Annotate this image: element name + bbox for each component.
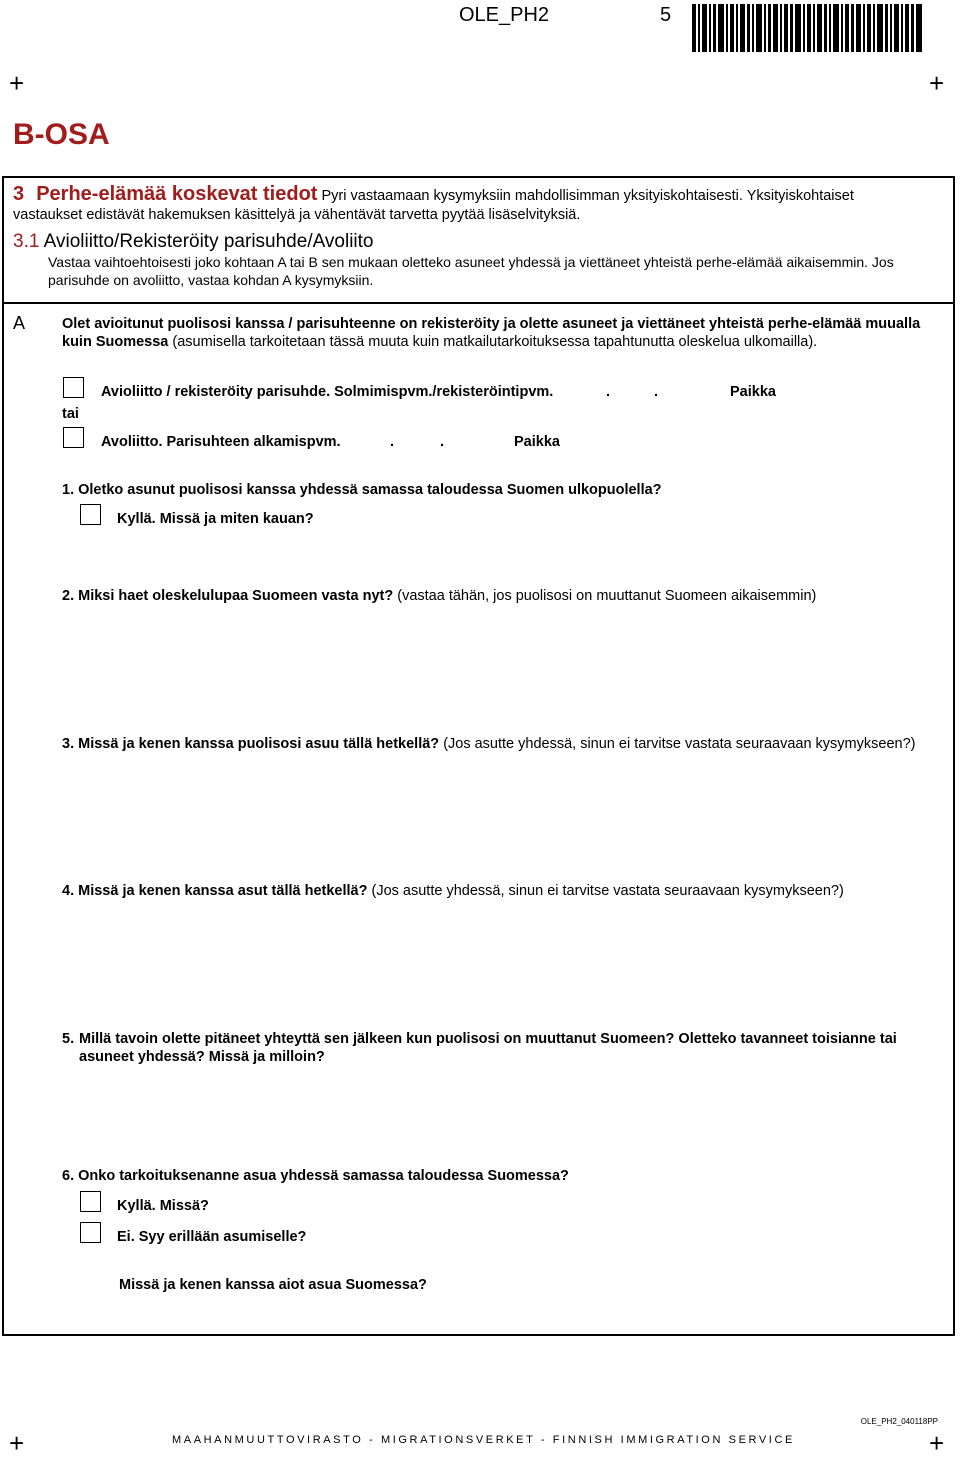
question-5: [62, 1030, 942, 1066]
question-3-note: (Jos asutte yhdessä, sinun ei tarvitse vastata seuraavaan kysymykseen?): [443, 736, 916, 752]
question-2: [62, 587, 942, 605]
section-3-1-heading: [13, 231, 374, 253]
cohabitation-date-separator-1: .: [390, 434, 395, 450]
question-2-note: (vastaa tähän, jos puolisosi on muuttanut Suomeen aikaisemmin): [397, 588, 817, 604]
question-2-text: 2. Miksi haet oleskelulupaa Suomeen vasta nyt?: [62, 588, 394, 604]
barcode: [692, 4, 922, 52]
cohabitation-place-label: Paikka: [514, 434, 560, 450]
crop-mark-top-left: +: [9, 68, 25, 98]
question-4: [62, 882, 942, 900]
marriage-date-separator-1: .: [606, 384, 611, 400]
part-a-question-note: (asumisella tarkoitetaan tässä muuta kuin matkailutarkoituksessa tapahtunutta oleskelua ulkomailla).: [172, 334, 818, 350]
footer-agencies: MAAHANMUUTTOVIRASTO - MIGRATIONSVERKET - FINNISH IMMIGRATION SERVICE: [172, 1434, 795, 1446]
cohabitation-date-separator-2: .: [440, 434, 445, 450]
marriage-checkbox[interactable]: [63, 377, 84, 398]
question-1-yes-checkbox[interactable]: [80, 504, 101, 525]
section-3-title: Perhe-elämää koskevat tiedot: [36, 183, 318, 205]
marriage-label: Avioliitto / rekisteröity parisuhde. Solmimispvm./rekisteröintipvm.: [101, 384, 554, 400]
page-number: 5: [660, 4, 672, 26]
or-label: tai: [62, 406, 79, 422]
section-3-number: 3: [13, 183, 25, 205]
question-5-text: Millä tavoin olette pitäneet yhteyttä sen jälkeen kun puolisosi on muuttanut Suomeen? Oletteko tavanneet toisianne tai asuneet yhdessä? Missä ja milloin?: [79, 1031, 897, 1065]
question-6: 6. Onko tarkoituksenanne asua yhdessä samassa taloudessa Suomessa?: [62, 1168, 569, 1184]
section-3-1-title: Avioliitto/Rekisteröity parisuhde/Avoliito: [43, 231, 374, 252]
section-title: B-OSA: [13, 118, 110, 151]
crop-mark-top-right: +: [929, 68, 945, 98]
question-1-yes-label: Kyllä. Missä ja miten kauan?: [117, 511, 314, 527]
form-code: OLE_PH2: [459, 4, 550, 26]
question-6-followup: Missä ja kenen kanssa aiot asua Suomessa?: [119, 1277, 427, 1293]
divider-line: [2, 302, 955, 304]
marriage-date-separator-2: .: [654, 384, 659, 400]
part-a-question: [62, 315, 947, 351]
cohabitation-label: Avoliitto. Parisuhteen alkamispvm.: [101, 434, 341, 450]
question-5-number: 5.: [62, 1031, 75, 1047]
part-a-letter: A: [13, 313, 26, 333]
question-3: [62, 735, 942, 753]
question-1: 1. Oletko asunut puolisosi kanssa yhdessä samassa taloudessa Suomen ulkopuolella?: [62, 482, 662, 498]
crop-mark-bottom-right: +: [929, 1428, 945, 1458]
section-3-1-instructions: Vastaa vaihtoehtoisesti joko kohtaan A tai B sen mukaan oletteko asuneet yhdessä ja viettäneet yhteistä perhe-elämää aikaisemmin. Jos parisuhde on avoliitto, vastaa kohdan A kysymyksiin.: [48, 254, 894, 288]
cohabitation-checkbox[interactable]: [63, 427, 84, 448]
part-a-question-bold: Olet avioitunut puolisosi kanssa / parisuhteenne on rekisteröity ja olette asuneet ja viettäneet yhteistä perhe-elämää muualla kuin Suomessa: [62, 316, 921, 350]
crop-mark-bottom-left: +: [9, 1428, 25, 1458]
question-6-yes-checkbox[interactable]: [80, 1191, 101, 1212]
section-3-text: Pyri vastaamaan kysymyksiin mahdollisimman yksityiskohtaisesti. Yksityiskohtaiset vastaukset edistävät hakemuksen käsittelyä ja vähentävät tarvetta pyytää lisäselvityksiä.: [13, 188, 854, 223]
footer-form-id: OLE_PH2_040118PP: [860, 1417, 938, 1426]
question-6-yes-label: Kyllä. Missä?: [117, 1198, 209, 1214]
marriage-place-label: Paikka: [730, 384, 776, 400]
question-6-no-label: Ei. Syy erillään asumiselle?: [117, 1229, 307, 1245]
question-4-note: (Jos asutte yhdessä, sinun ei tarvitse vastata seuraavaan kysymykseen?): [371, 883, 844, 899]
question-6-no-checkbox[interactable]: [80, 1222, 101, 1243]
section-3-1-number: 3.1: [13, 231, 40, 252]
section-3-intro: [13, 185, 913, 225]
question-3-text: 3. Missä ja kenen kanssa puolisosi asuu tällä hetkellä?: [62, 736, 440, 752]
question-4-text: 4. Missä ja kenen kanssa asut tällä hetkellä?: [62, 883, 368, 899]
